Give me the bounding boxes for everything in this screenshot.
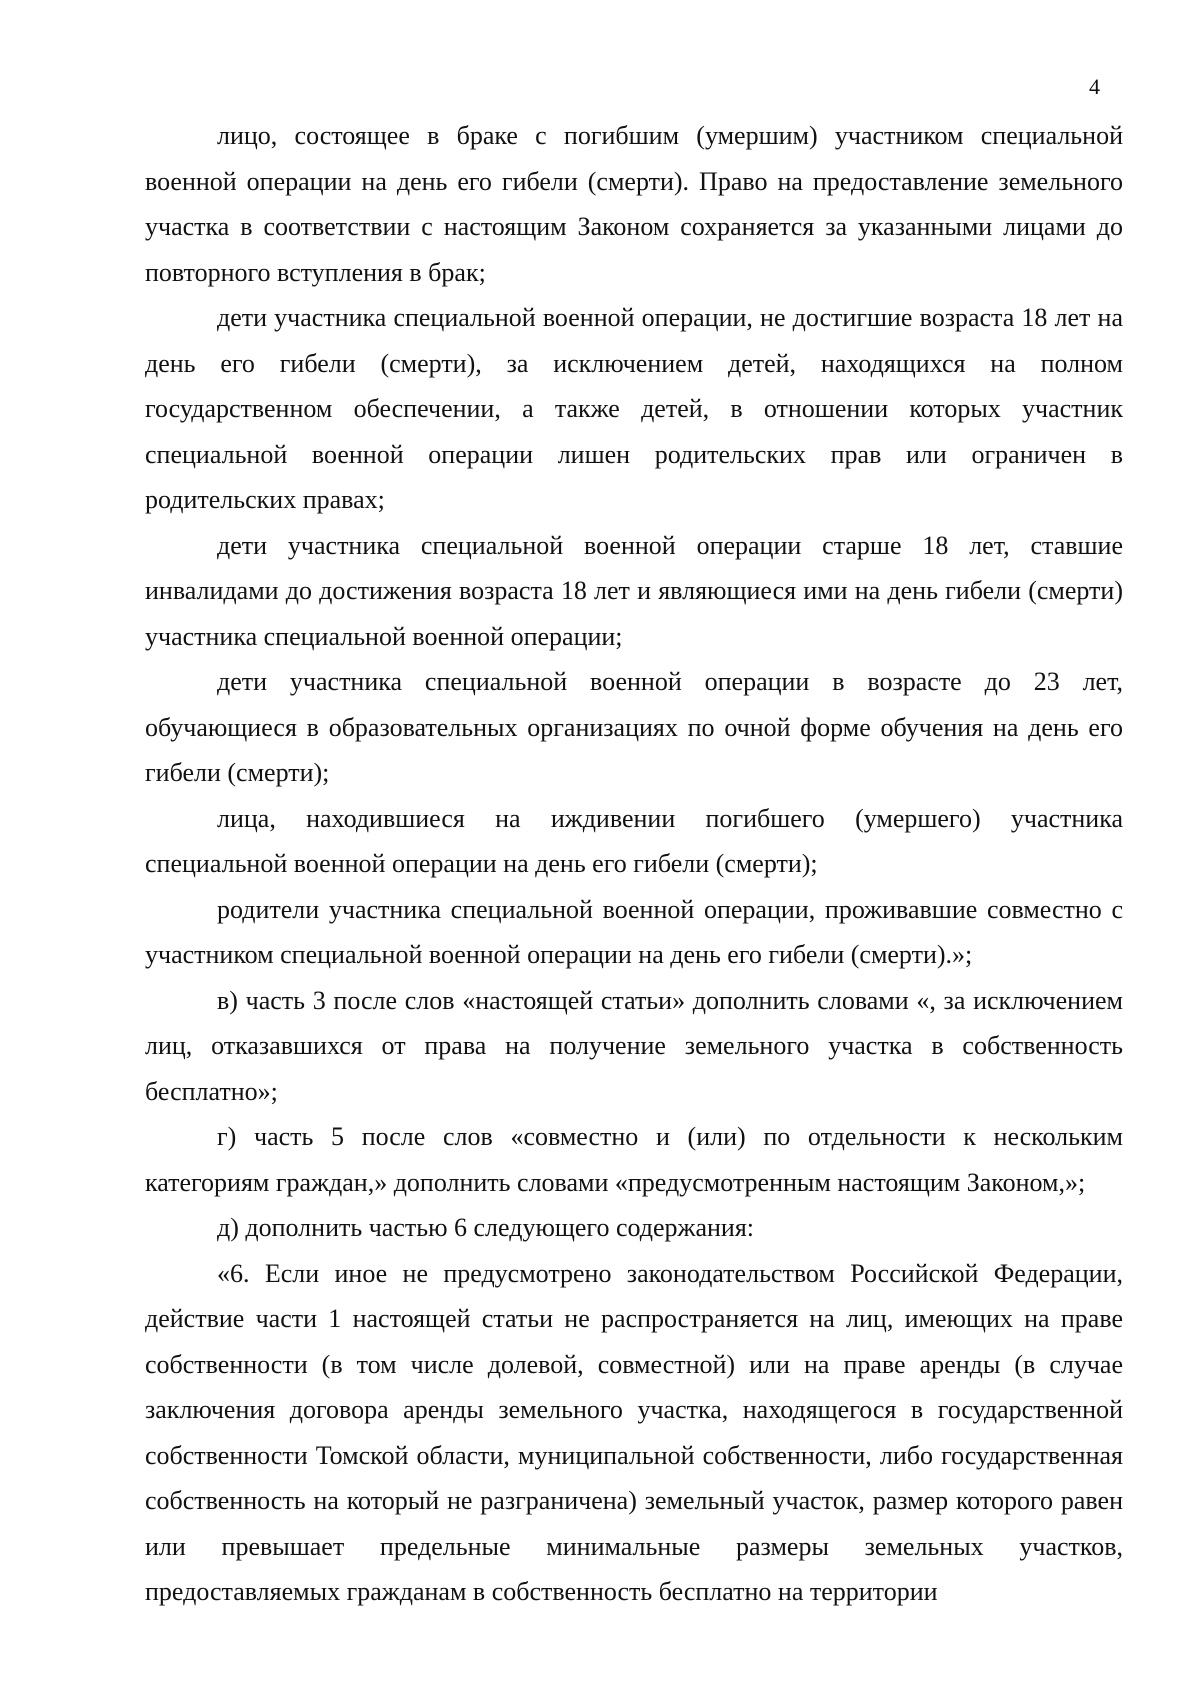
paragraph-part-6: «6. Если иное не предусмотрено законодательством Российской Федерации, действие части 1 настоящей статьи не распространяется на лиц, имеющих на праве собственности (в том числе долевой, совместной) или на праве аренды (в случае заключения договора аренды земельного участка, находящегося в государственной собственности Томской области, муниципальной собственности, либо государственная собственность на который не разграничена) земельный участок, размер которого равен или превышает предельные минимальные размеры земельных участков, предоставляемых гражданам в собственность бесплатно на территории — [145, 1258, 1123, 1606]
document-body — [145, 113, 1123, 1615]
paragraph-children-students: дети участника специальной военной операции в возрасте до 23 лет, обучающиеся в образовательных организациях по очной форме обучения на день его гибели (смерти); — [145, 667, 1123, 787]
paragraph-item-d: д) дополнить частью 6 следующего содержания: — [217, 1213, 755, 1242]
paragraph-children-under-18: дети участника специальной военной операции, не достигшие возраста 18 лет на день его гибели (смерти), за исключением детей, находящихся на полном государственном обеспечении, а также детей, в отношении которых участник специальной военной операции лишен родительских прав или ограничен в родительских правах; — [145, 303, 1123, 514]
paragraph-dependents: лица, находившиеся на иждивении погибшего (умершего) участника специальной военной операции на день его гибели (смерти); — [145, 803, 1123, 878]
paragraph-parents: родители участника специальной военной операции, проживавшие совместно с участником специальной военной операции на день его гибели (смерти).»; — [145, 894, 1123, 969]
paragraph-spouse: лицо, состоящее в браке с погибшим (умершим) участником специальной военной операции на день его гибели (смерти). Право на предоставление земельного участка в соответствии с настоящим Законом сохраняется за указанными лицами до повторного вступления в брак; — [145, 121, 1123, 287]
paragraph-children-disabled: дети участника специальной военной операции старше 18 лет, ставшие инвалидами до достижения возраста 18 лет и являющиеся ими на день гибели (смерти) участника специальной военной операции; — [145, 530, 1123, 651]
page-number: 4 — [1089, 74, 1100, 99]
paragraph-item-v: в) часть 3 после слов «настоящей статьи» дополнить словами «, за исключением лиц, отказавшихся от права на получение земельного участка в собственность бесплатно»; — [145, 985, 1123, 1106]
paragraph-item-g: г) часть 5 после слов «совместно и (или) по отдельности к нескольким категориям граждан,» дополнить словами «предусмотренным настоящим Законом,»; — [145, 1122, 1123, 1197]
